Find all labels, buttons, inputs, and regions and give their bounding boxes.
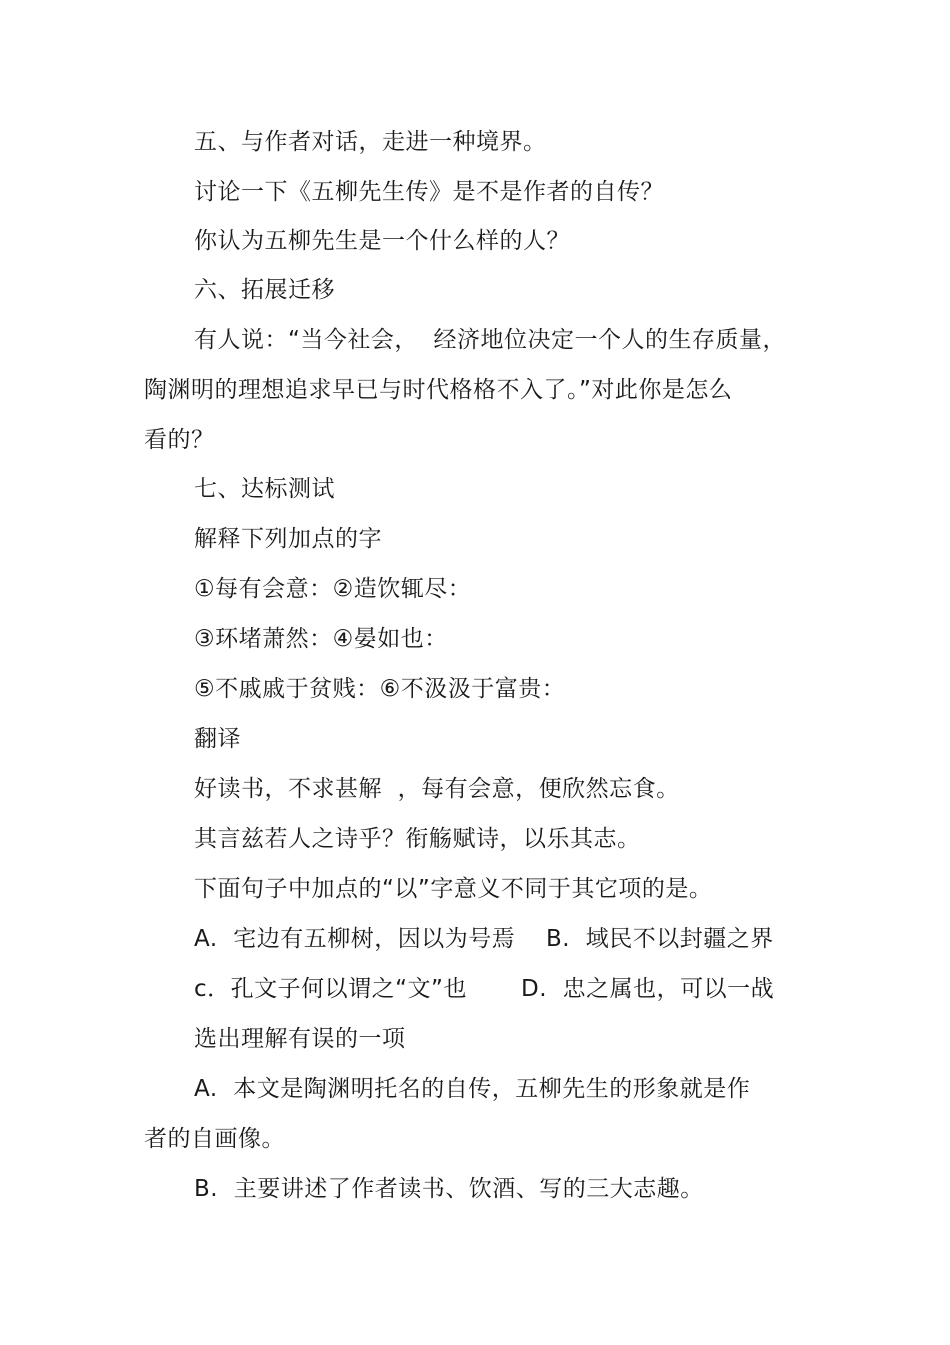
- question-prompt: 选出理解有误的一项: [194, 1026, 406, 1052]
- option-d: D. 忠之属也，可以一战: [521, 976, 775, 1002]
- answer-option-a-continued: 者的自画像。: [144, 1126, 285, 1152]
- discussion-question-1: 讨论一下《五柳先生传》是不是作者的自传？: [194, 179, 664, 205]
- translation-sentence: 好读书，不求甚解 ，每有会意，便欣然忘食。: [194, 776, 680, 802]
- exercise-item: ③环堵萧然：④晏如也：: [194, 626, 448, 652]
- answer-option-b: B. 主要讲述了作者读书、饮酒、写的三大志趣。: [194, 1176, 704, 1202]
- translation-heading: 翻译: [194, 726, 241, 752]
- exercise-item: ①每有会意：②造饮辄尽：: [194, 576, 472, 602]
- option-c: c．孔文子何以谓之“文”也: [194, 976, 467, 1002]
- section-heading-seven: 七、达标测试: [194, 476, 335, 502]
- section-heading-six: 六、拓展迁移: [194, 277, 335, 303]
- discussion-question-2: 你认为五柳先生是一个什么样的人？: [194, 228, 570, 254]
- exercise-prompt: 解释下列加点的字: [194, 526, 382, 552]
- paragraph-line: 陶渊明的理想追求早已与时代格格不入了。”对此你是怎么: [144, 377, 733, 403]
- translation-sentence: 其言兹若人之诗乎？衔觞赋诗，以乐其志。: [194, 826, 641, 852]
- option-b: B. 域民不以封疆之界: [546, 926, 774, 952]
- option-a: A. 宅边有五柳树，因以为号焉: [194, 926, 516, 952]
- paragraph-line: 看的？: [144, 427, 215, 453]
- answer-option-a: A. 本文是陶渊明托名的自传，五柳先生的形象就是作: [194, 1076, 751, 1102]
- section-heading-five: 五、与作者对话，走进一种境界。: [194, 129, 547, 155]
- exercise-item: ⑤不戚戚于贫贱：⑥不汲汲于富贵：: [194, 676, 566, 702]
- question-prompt: 下面句子中加点的“以”字意义不同于其它项的是。: [194, 876, 713, 902]
- paragraph-line: 有人说：“当今社会， 经济地位决定一个人的生存质量，: [194, 327, 787, 353]
